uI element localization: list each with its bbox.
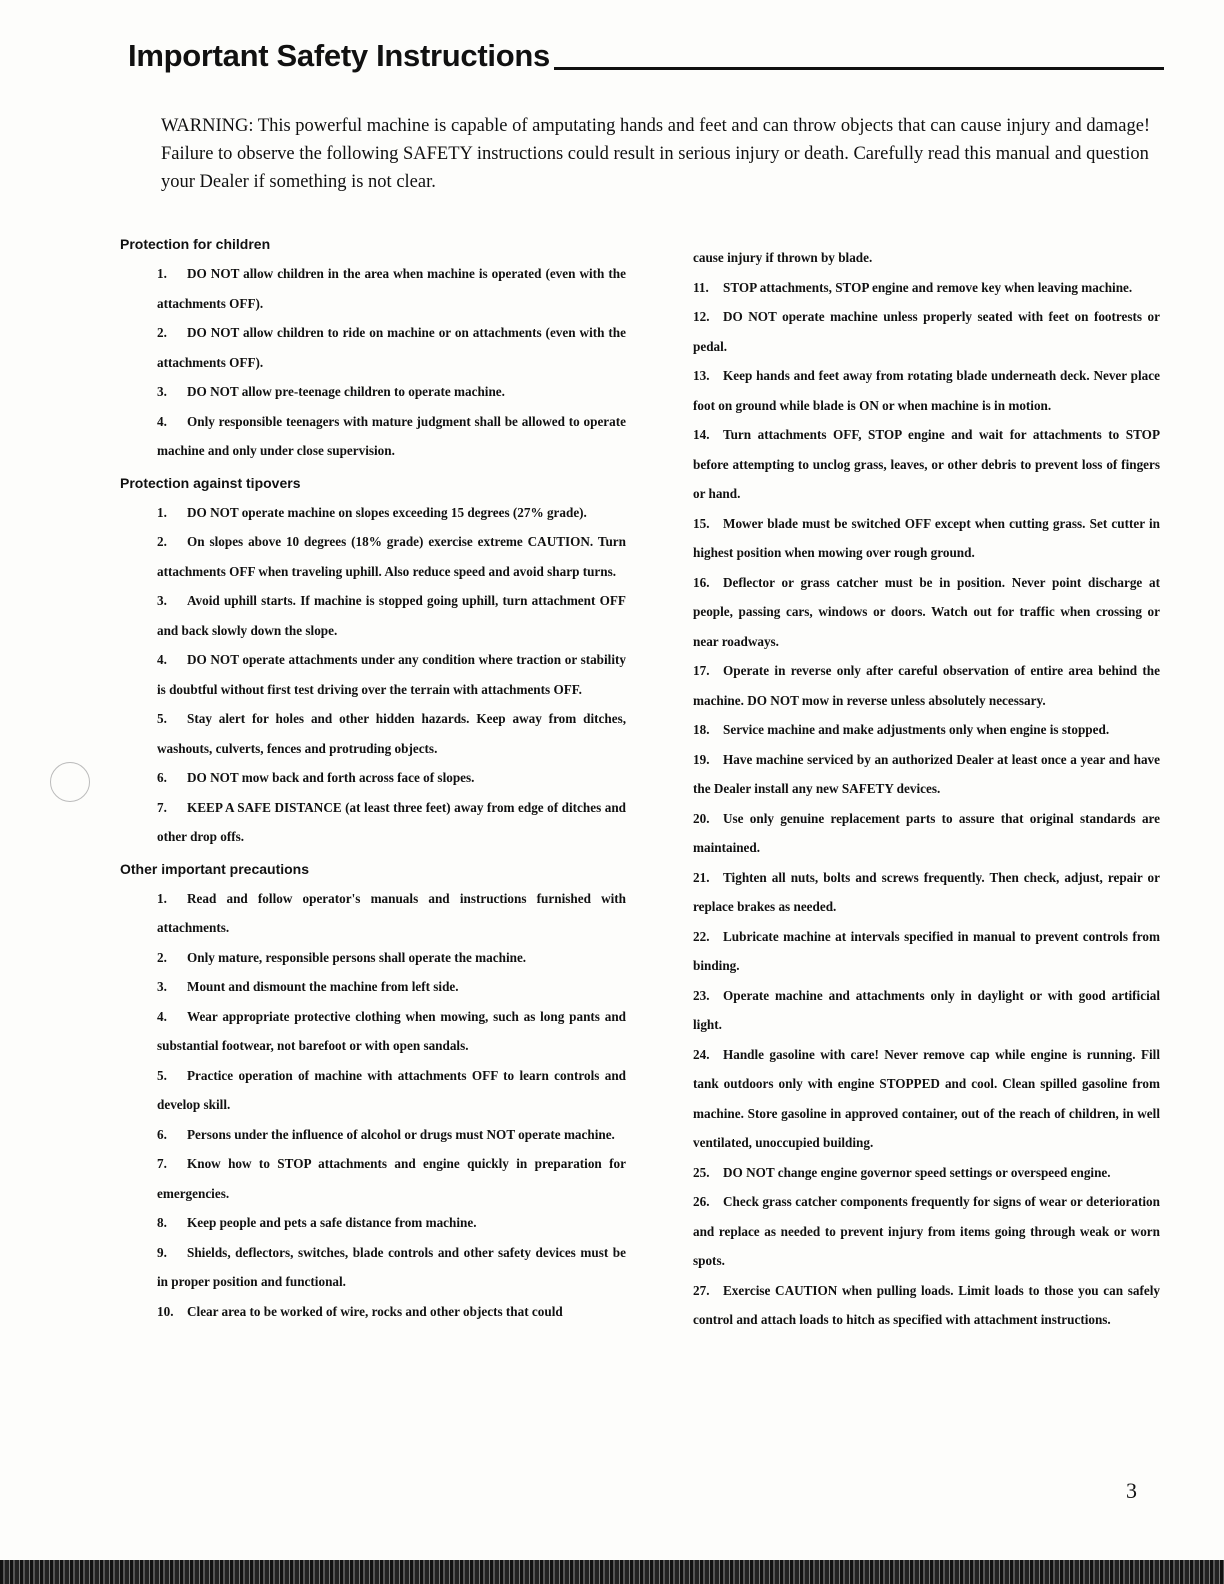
title-row [128, 40, 1164, 71]
list-item [157, 1149, 626, 1208]
precautions-list-continued [688, 273, 1160, 1335]
list-item [157, 1208, 626, 1238]
item-text: Keep people and pets a safe distance from machine. [187, 1215, 477, 1230]
item-number: 6. [157, 770, 167, 785]
item-number: 8. [157, 1215, 167, 1230]
list-item [157, 1061, 626, 1120]
list-item [693, 1158, 1160, 1188]
page-number: 3 [1126, 1478, 1137, 1503]
item-number: 2. [157, 949, 167, 965]
list-item [157, 1120, 626, 1150]
punch-hole-mark [50, 762, 90, 802]
item-text: Keep hands and feet away from rotating blade underneath deck. Never place foot on ground while blade is ON or when machine is in motion. [693, 368, 1160, 413]
item-text: STOP attachments, STOP engine and remove key when leaving machine. [723, 279, 1133, 295]
page-title: Important Safety Instructions [128, 38, 550, 73]
item-number: 5. [157, 711, 167, 726]
item-number: 12. [693, 309, 710, 324]
item-text: Only responsible teenagers with mature judgment shall be allowed to operate machine and only under close supervision. [157, 413, 626, 458]
item-number: 3. [157, 979, 167, 994]
item-text: Mower blade must be switched OFF except when cutting grass. Set cutter in highest position when mowing over rough ground. [693, 515, 1160, 560]
list-item [693, 715, 1160, 745]
item-number: 4. [157, 1008, 167, 1024]
item-number: 11. [693, 279, 709, 295]
title-underline [554, 67, 1164, 70]
item-text: Wear appropriate protective clothing when mowing, such as long pants and substantial footwear, not barefoot or with open sandals. [157, 1008, 626, 1053]
item-text: Exercise CAUTION when pulling loads. Limit loads to those you can safely control and attach loads to hitch as specified with attachment instructions. [693, 1282, 1160, 1327]
item-number: 3. [157, 593, 167, 608]
item-text: Mount and dismount the machine from left side. [187, 979, 459, 994]
section-heading-children: Protection for children [120, 236, 271, 252]
list-item [693, 302, 1160, 361]
item-text: Stay alert for holes and other hidden hazards. Keep away from ditches, washouts, culverts, fences and protruding objects. [157, 711, 626, 756]
item-text: Deflector or grass catcher must be in position. Never point discharge at people, passing cars, windows or doors. Watch out for traffic when crossing or near roadways. [693, 574, 1160, 649]
list-item [157, 972, 626, 1002]
item-number: 22. [693, 928, 710, 944]
item-number: 19. [693, 751, 710, 767]
item-text: Only mature, responsible persons shall operate the machine. [187, 949, 527, 965]
list-item [693, 273, 1160, 303]
item-number: 7. [157, 1156, 167, 1171]
item-number: 24. [693, 1046, 710, 1062]
item-number: 1. [157, 890, 167, 906]
item-text: Read and follow operator's manuals and instructions furnished with attachments. [157, 890, 626, 935]
item-text: Operate machine and attachments only in daylight or with good artificial light. [693, 987, 1160, 1032]
scan-edge-bar [0, 1560, 1224, 1584]
item-number: 2. [157, 325, 167, 340]
list-item [693, 1276, 1160, 1335]
item-text: Service machine and make adjustments only when engine is stopped. [723, 722, 1110, 737]
item-number: 13. [693, 368, 710, 383]
item-text: DO NOT mow back and forth across face of slopes. [187, 770, 475, 785]
item-number: 27. [693, 1282, 710, 1298]
list-item [693, 1187, 1160, 1276]
item-number: 4. [157, 413, 167, 429]
tipovers-list [120, 498, 626, 852]
item-number: 10. [157, 1303, 174, 1319]
list-item [693, 1040, 1160, 1158]
list-item [157, 318, 626, 377]
list-item [157, 586, 626, 645]
item-text: On slopes above 10 degrees (18% grade) exercise extreme CAUTION. Turn attachments OFF when traveling uphill. Also reduce speed and avoid sharp turns. [157, 534, 626, 579]
list-item [693, 568, 1160, 657]
item-number: 18. [693, 722, 710, 737]
item-text: Persons under the influence of alcohol or drugs must NOT operate machine. [187, 1126, 615, 1142]
item-text: Operate in reverse only after careful observation of entire area behind the machine. DO NOT mow in reverse unless absolutely necessary. [693, 663, 1160, 708]
precautions-list [120, 884, 626, 1327]
list-item [693, 863, 1160, 922]
list-item [157, 498, 626, 528]
item-text: DO NOT change engine governor speed settings or overspeed engine. [723, 1164, 1111, 1180]
list-item [157, 884, 626, 943]
item-number: 23. [693, 987, 710, 1003]
item-number: 21. [693, 869, 710, 885]
item-text: Shields, deflectors, switches, blade controls and other safety devices must be in proper position and functional. [157, 1244, 626, 1289]
item-text: Avoid uphill starts. If machine is stopped going uphill, turn attachment OFF and back slowly down the slope. [157, 593, 626, 638]
list-item [693, 420, 1160, 509]
item-text: Know how to STOP attachments and engine quickly in preparation for emergencies. [157, 1156, 626, 1201]
item-number: 7. [157, 799, 167, 815]
list-item [157, 793, 626, 852]
item-text: Have machine serviced by an authorized Dealer at least once a year and have the Dealer install any new SAFETY devices. [693, 751, 1160, 796]
list-item [157, 1002, 626, 1061]
item-number: 1. [157, 504, 167, 520]
list-item [693, 745, 1160, 804]
list-item [693, 922, 1160, 981]
item-text: Tighten all nuts, bolts and screws frequently. Then check, adjust, repair or replace brakes as needed. [693, 869, 1160, 914]
item-number: 5. [157, 1067, 167, 1083]
left-column [120, 234, 626, 1333]
list-item [157, 377, 626, 407]
item-number: 1. [157, 266, 167, 281]
item-text: Check grass catcher components frequently for signs of wear or deterioration and replace as needed to prevent injury from items going through weak or worn spots. [693, 1194, 1160, 1268]
item-number: 15. [693, 515, 710, 531]
item-text: DO NOT operate machine on slopes exceeding 15 degrees (27% grade). [187, 504, 587, 520]
list-item [157, 704, 626, 763]
item-text: DO NOT allow children in the area when machine is operated (even with the attachments OFF). [157, 266, 626, 311]
list-item [157, 645, 626, 704]
item-number: 4. [157, 652, 167, 667]
list-item [157, 1297, 626, 1327]
list-item [693, 804, 1160, 863]
children-list [120, 259, 626, 466]
item-text: Lubricate machine at intervals specified in manual to prevent controls from binding. [693, 928, 1160, 973]
item-text: DO NOT allow pre-teenage children to operate machine. [187, 384, 505, 399]
list-item [157, 1238, 626, 1297]
item-number: 2. [157, 534, 167, 549]
list-item [693, 509, 1160, 568]
list-item [693, 656, 1160, 715]
item-number: 6. [157, 1126, 167, 1142]
item-number: 20. [693, 810, 710, 826]
list-item [157, 407, 626, 466]
list-item [693, 981, 1160, 1040]
right-column [688, 243, 1160, 1342]
section-heading-precautions: Other important precautions [120, 860, 310, 877]
warning-paragraph: WARNING: This powerful machine is capable of amputating hands and feet and can throw objects that can cause injury and damage! Failure to observe the following SAFETY instructions could result in serious injury or death. Carefully read this manual and question your Dealer if something is not clear. [161, 116, 1151, 192]
list-item [157, 763, 626, 793]
item-number: 17. [693, 663, 710, 678]
item-text: DO NOT allow children to ride on machine or on attachments (even with the attachments OFF). [157, 325, 626, 370]
item-text: Practice operation of machine with attachments OFF to learn controls and develop skill. [157, 1067, 626, 1112]
item-text: Turn attachments OFF, STOP engine and wait for attachments to STOP before attempting to unclog grass, leaves, or other debris to prevent loss of fingers or hand. [693, 427, 1160, 501]
list-item [157, 527, 626, 586]
item-text: DO NOT operate machine unless properly seated with feet on footrests or pedal. [693, 309, 1160, 354]
item-number: 25. [693, 1164, 710, 1180]
item-text: DO NOT operate attachments under any condition where traction or stability is doubtful without first test driving over the terrain with attachments OFF. [157, 652, 626, 697]
item-number: 14. [693, 427, 710, 442]
item-number: 9. [157, 1244, 167, 1260]
list-item [157, 259, 626, 318]
item-number: 3. [157, 384, 167, 399]
item-text: Use only genuine replacement parts to assure that original standards are maintained. [693, 810, 1160, 855]
item-number: 26. [693, 1194, 710, 1209]
item-text: Clear area to be worked of wire, rocks and other objects that could [187, 1303, 563, 1319]
item-text: KEEP A SAFE DISTANCE (at least three feet) away from edge of ditches and other drop offs. [157, 799, 626, 844]
section-heading-tipovers: Protection against tipovers [120, 474, 301, 491]
list-item [157, 943, 626, 973]
item-number: 16. [693, 574, 710, 590]
continued-text: cause injury if thrown by blade. [693, 250, 873, 265]
item-text: Handle gasoline with care! Never remove cap while engine is running. Fill tank outdoors only with engine STOPPED and cool. Clean spilled gasoline from machine. Store gasoline in approved container, out of the reach of children, in well ventilated, unoccupied building. [693, 1046, 1160, 1150]
list-item [693, 361, 1160, 420]
